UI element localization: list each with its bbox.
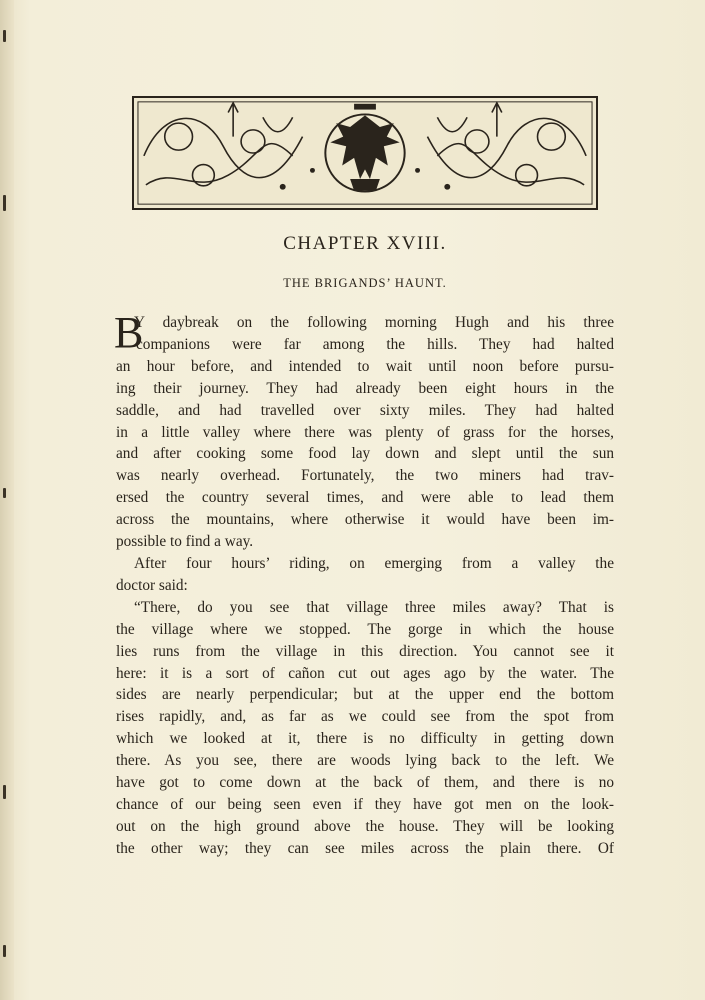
- page-binding-edge: [0, 0, 14, 1000]
- text-line: which we looked at it, there is no difficulty in getting down: [116, 730, 614, 748]
- text-line: possible to find a way.: [116, 533, 254, 551]
- drop-cap: B: [114, 308, 144, 357]
- text-line: saddle, and had travelled over sixty miles. They had halted: [116, 401, 614, 419]
- text-line: ing their journey. They had already been eight hours in the: [116, 379, 614, 397]
- text-line: doctor said:: [116, 576, 188, 594]
- text-line: ersed the country several times, and were able to lead them: [116, 489, 614, 507]
- text-line: “There, do you see that village three miles away? That is: [134, 598, 614, 616]
- text-line: here: it is a sort of cañon cut out ages ago by the water. The: [116, 664, 614, 682]
- text-line: sides are nearly perpendicular; but at the upper end the bottom: [116, 686, 614, 704]
- chapter-subtitle: THE BRIGANDS’ HAUNT.: [283, 276, 447, 290]
- text-line: was nearly overhead. Fortunately, the two miners had trav-: [116, 467, 614, 485]
- text-line: there. As you see, there are woods lying back to the left. We: [116, 752, 614, 770]
- text-line: Y daybreak on the following morning Hugh and his three: [134, 314, 614, 331]
- text-line: have got to come down at the back of them, and there is no: [116, 774, 614, 792]
- chapter-title: CHAPTER XVIII.: [283, 233, 447, 254]
- text-line: lies runs from the village in this direction. You cannot see it: [116, 642, 614, 660]
- text-line: rises rapidly, and, as far as we could see from the spot from: [116, 708, 614, 726]
- text-line: the other way; they can see miles across the plain there. Of: [116, 839, 614, 857]
- text-line: in a little valley where there was plenty of grass for the horses,: [116, 423, 614, 441]
- text-line: After four hours’ riding, on emerging from a valley the: [134, 554, 614, 572]
- text-line: chance of our being seen even if they have got men on the look-: [116, 795, 614, 813]
- chapter-body: [114, 308, 614, 860]
- text-line: companions were far among the hills. They had halted: [136, 335, 614, 353]
- text-line: the village where we stopped. The gorge in which the house: [116, 620, 614, 638]
- text-line: an hour before, and intended to wait until noon before pursu-: [116, 357, 614, 375]
- text-line: out on the high ground above the house. They will be looking: [116, 817, 614, 835]
- text-line: across the mountains, where otherwise it would have been im-: [116, 511, 614, 529]
- eagle-ornament-icon: [132, 96, 598, 210]
- text-line: and after cooking some food lay down and slept until the sun: [116, 445, 614, 463]
